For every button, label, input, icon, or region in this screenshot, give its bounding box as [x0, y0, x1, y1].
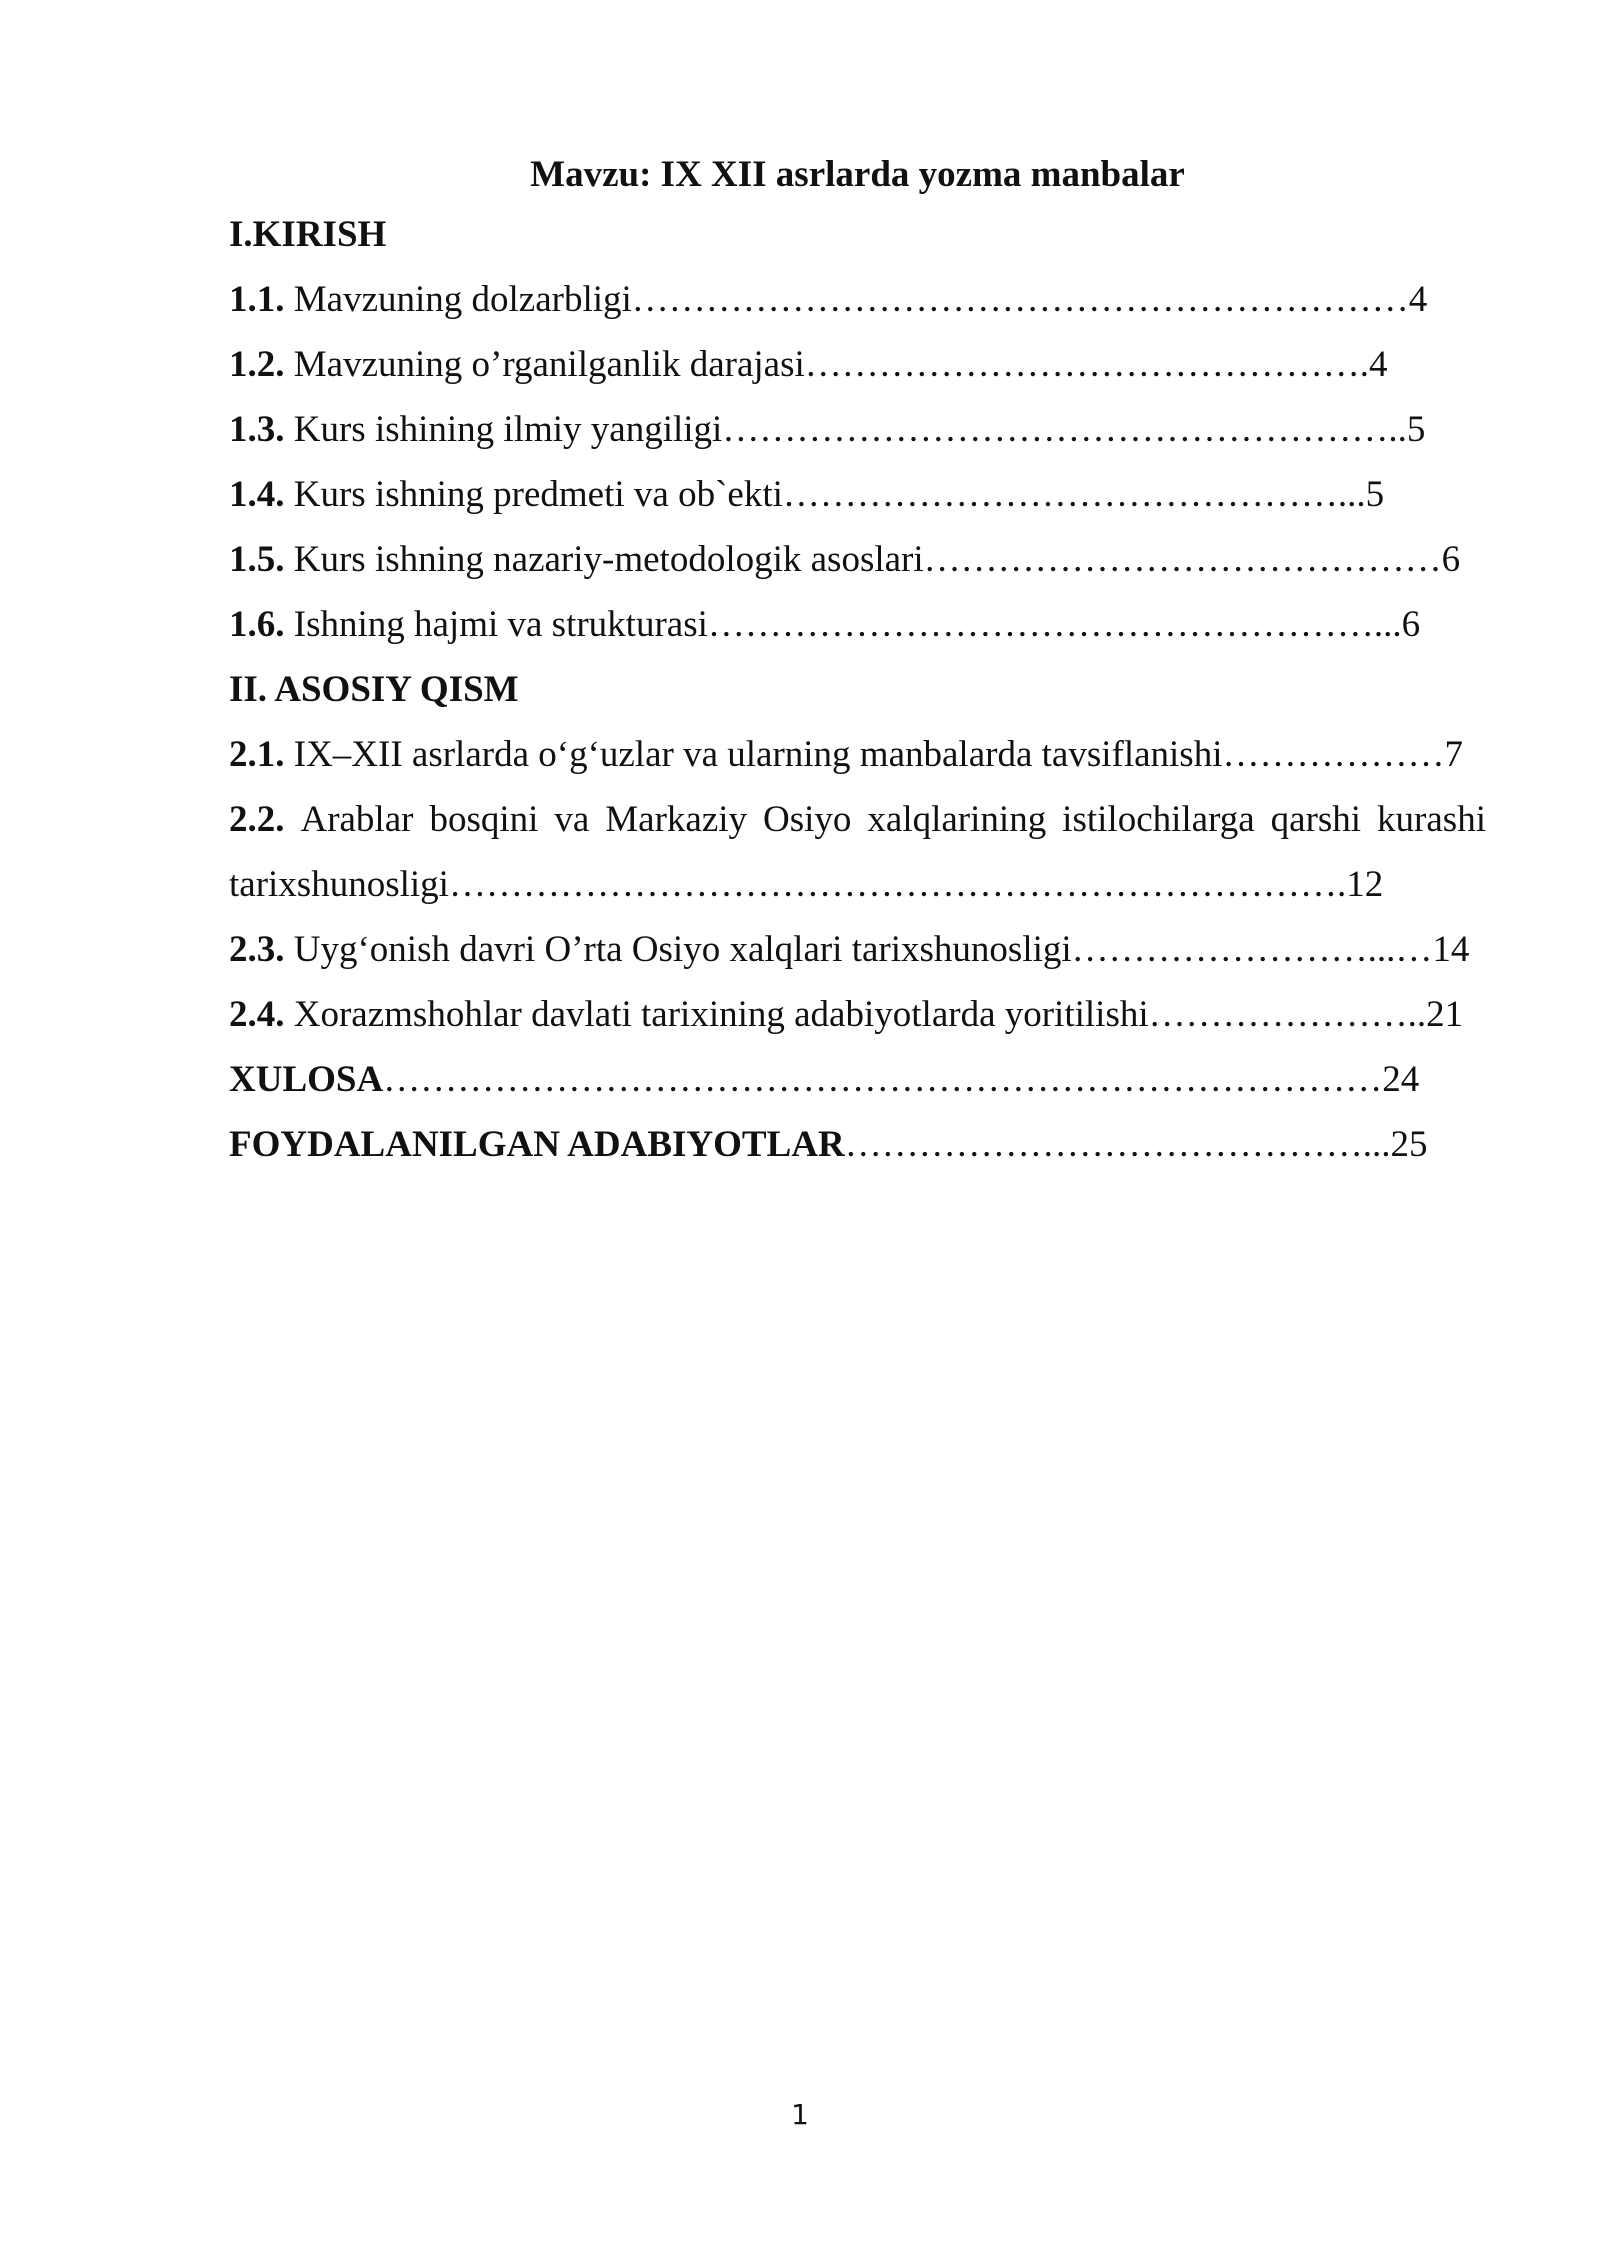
toc-entry-text: Mavzuning dolzarbligi………………………………………………………4 — [284, 279, 1428, 320]
toc-entry — [229, 332, 1486, 397]
toc-entry-word: bosqini — [429, 799, 539, 840]
table-of-contents — [229, 148, 1486, 1177]
toc-entry — [229, 267, 1486, 332]
toc-entry-references — [229, 1112, 1486, 1177]
toc-entry-text: IX–XII asrlarda o‘g‘uzlar va ularning manbalarda tavsiflanishi………………7 — [284, 734, 1463, 775]
toc-entry-word: qarshi — [1270, 799, 1362, 840]
toc-entry — [229, 527, 1486, 592]
toc-entry-text: Ishning hajmi va strukturasi………………………………………………...6 — [284, 604, 1421, 645]
section-heading-main-part: II. ASOSIY QISM — [229, 669, 519, 710]
toc-entry-text: Kurs ishning predmeti va ob`ekti………………………………………...5 — [284, 474, 1385, 515]
toc-entry-number: 1.4. — [229, 474, 285, 515]
toc-entry-number: 2.4. — [229, 994, 285, 1035]
toc-entry-word: istilochilarga — [1062, 799, 1255, 840]
toc-entry — [229, 462, 1486, 527]
toc-entry-number: 2.3. — [229, 929, 285, 970]
page-number: 1 — [791, 2098, 809, 2131]
toc-entry-conclusion — [229, 1047, 1486, 1112]
conclusion-label: XULOSA — [229, 1059, 384, 1100]
toc-entry-word: xalqlarining — [867, 799, 1047, 840]
toc-entry — [229, 917, 1486, 982]
references-leader: ……………………………………...25 — [844, 1124, 1428, 1165]
toc-entry-number: 1.2. — [229, 344, 285, 385]
toc-entry — [229, 982, 1486, 1047]
toc-entry-word: Markaziy — [605, 799, 748, 840]
toc-entry-number: 1.6. — [229, 604, 285, 645]
conclusion-leader: ………………………………………………………………………24 — [383, 1059, 1420, 1100]
toc-entry-continuation: tarixshunosligi……………………………………………………………….12 — [229, 864, 1384, 905]
toc-entry-number: 2.1. — [229, 734, 285, 775]
toc-entry-text: Xorazmshohlar davlati tarixining adabiyotlarda yoritilishi…………………..21 — [284, 994, 1464, 1035]
toc-entry-justified — [229, 787, 1486, 852]
toc-entry-number: 2.2. — [229, 799, 285, 840]
toc-entry-number: 1.5. — [229, 539, 285, 580]
page-title: Mavzu: IX XII asrlarda yozma manbalar — [530, 154, 1185, 195]
references-label: FOYDALANILGAN ADABIYOTLAR — [229, 1124, 845, 1165]
toc-entry-text: Uyg‘onish davri O’rta Osiyo xalqlari tarixshunosligi……………………...…14 — [284, 929, 1470, 970]
toc-entry-number: 1.1. — [229, 279, 285, 320]
toc-entry — [229, 592, 1486, 657]
toc-entry-text: Kurs ishning nazariy-metodologik asoslari……………………………………6 — [284, 539, 1461, 580]
toc-entry-text: Mavzuning o’rganilganlik darajasi……………………………………….4 — [284, 344, 1388, 385]
toc-entry-word: kurashi — [1377, 799, 1486, 840]
section-heading-introduction: I.KIRISH — [229, 214, 387, 255]
toc-entry-word: Osiyo — [763, 799, 852, 840]
toc-entry-word: va — [554, 799, 590, 840]
toc-entry — [229, 397, 1486, 462]
toc-entry-word: Arablar — [300, 799, 414, 840]
toc-entry-text: Kurs ishining ilmiy yangiligi………………………………………………..5 — [284, 409, 1426, 450]
toc-entry-number: 1.3. — [229, 409, 285, 450]
toc-entry — [229, 722, 1486, 787]
